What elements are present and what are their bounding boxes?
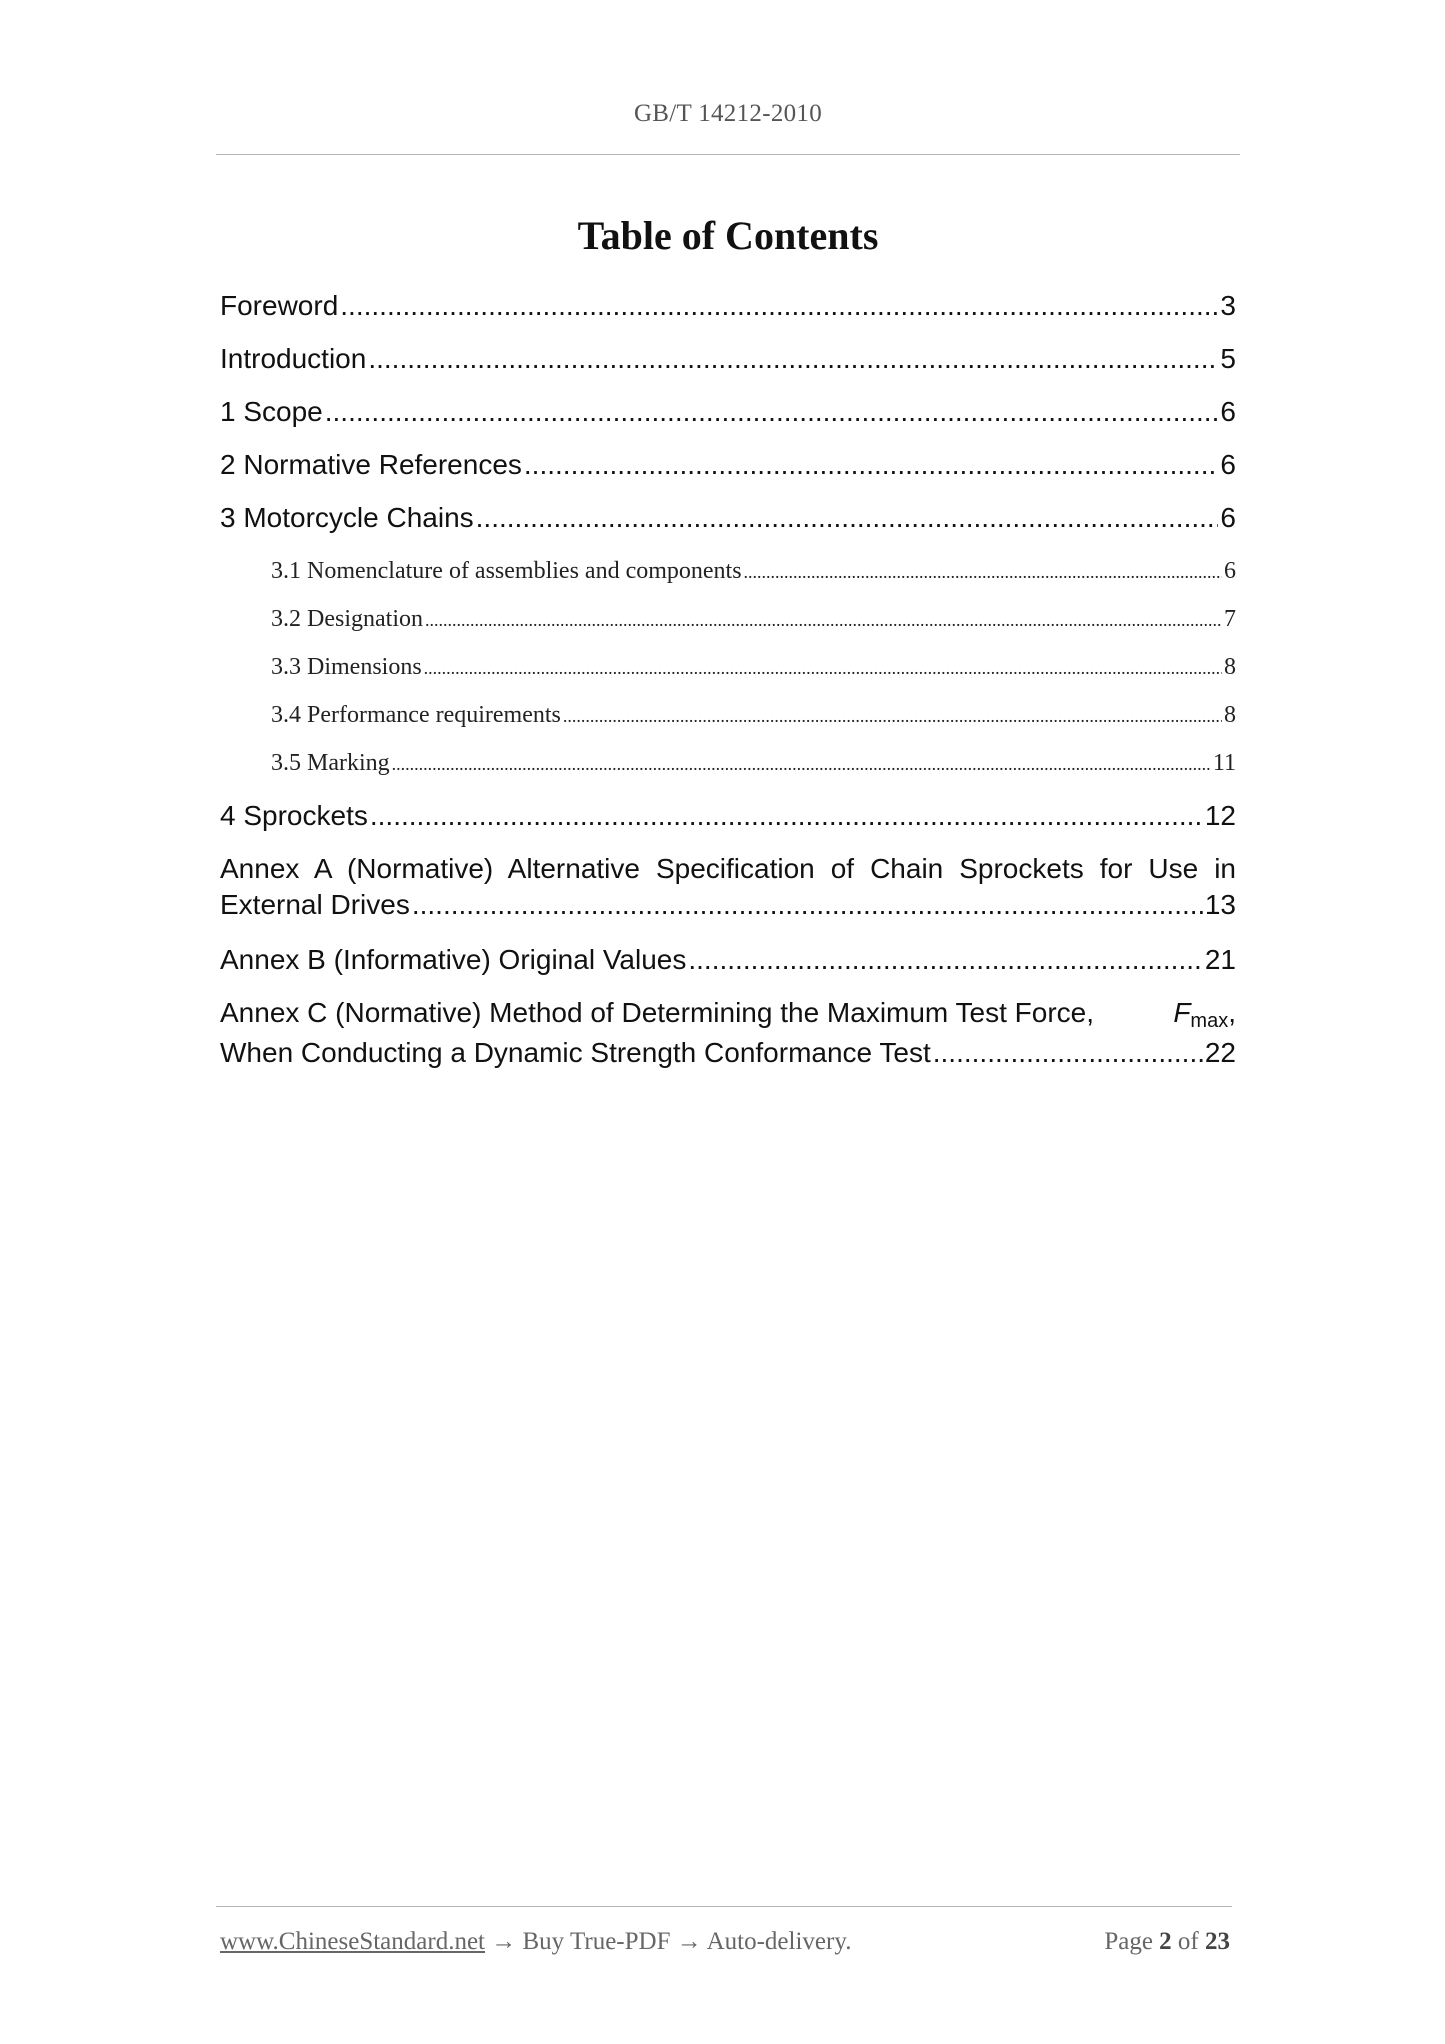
chinesestandard-link[interactable]: www.ChineseStandard.net [220,1928,485,1955]
toc-entry-nomenclature[interactable] [271,558,1236,585]
toc-entry-label: 1 Scope [220,396,323,427]
toc-entry-label: 3.3 Dimensions [271,654,422,680]
buy-true-pdf-text: Buy True-PDF [522,1928,671,1955]
toc-entry-page: 11 [1212,750,1236,776]
force-symbol: F [1173,997,1191,1028]
toc-entry-introduction[interactable] [220,343,1236,375]
toc-entry-page: 6 [1224,558,1236,584]
toc-entry-sprockets[interactable] [220,800,1236,832]
toc-entry-label-line2: When Conducting a Dynamic Strength Conformance Test [220,1037,931,1068]
dot-leader [424,658,1222,679]
dot-leader [476,502,1219,534]
toc-entry-page: 6 [1220,502,1236,533]
toc-entry-annex-c[interactable] [220,997,1236,1069]
toc-entry-label: 2 Normative References [220,449,522,480]
toc-entry-label-line2: External Drives [220,889,410,920]
auto-delivery-text: Auto-delivery. [706,1928,852,1955]
toc-entry-page: 3 [1220,290,1236,321]
dot-leader [425,610,1222,631]
arrow-right-icon: → [491,1928,517,1955]
toc-entry-page: 12 [1204,800,1236,831]
footer-divider [216,1906,1232,1907]
dot-leader [368,343,1218,375]
page-title: Table of Contents [577,213,879,258]
dot-leader [325,396,1219,428]
toc-entry-designation[interactable] [271,606,1236,633]
toc-entry-label: 4 Sprockets [220,800,368,831]
arrow-right-icon: → [676,1928,702,1955]
toc-entry-page: 7 [1224,606,1236,632]
toc-entry-label: Introduction [220,343,367,374]
toc-entry-label: 3.5 Marking [271,750,390,776]
dot-leader [933,1037,1203,1069]
dot-leader [524,449,1219,481]
toc-entry-annex-b[interactable] [220,944,1236,976]
toc-entry-label: 3.4 Performance requirements [271,702,561,728]
header-divider [216,154,1240,155]
of-word: of [1177,1928,1199,1955]
dot-leader [340,290,1218,322]
toc-entry-motorcycle-chains[interactable] [220,502,1236,534]
toc-entry-label: 3 Motorcycle Chains [220,502,474,533]
page-word: Page [1104,1928,1153,1955]
page-footer [220,1928,1230,1956]
fmax-symbol [1173,997,1236,1033]
dot-leader [688,944,1202,976]
toc-entry-label-line1: Annex C (Normative) Method of Determining the Maximum Test Force, [220,997,1095,1028]
toc-entry-page: 6 [1220,396,1236,427]
dot-leader [412,889,1203,921]
dot-leader [563,706,1222,727]
toc-entry-page: 8 [1224,654,1236,680]
dot-leader [370,800,1203,832]
toc-entry-page: 13 [1204,889,1236,920]
toc-entry-label: 3.2 Designation [271,606,423,632]
toc-entry-foreword[interactable] [220,290,1236,322]
toc-entry-performance-requirements[interactable] [271,702,1236,729]
toc-entry-label: 3.1 Nomenclature of assemblies and components [271,558,742,584]
page-total: 23 [1205,1928,1230,1955]
toc-entry-normative-references[interactable] [220,449,1236,481]
toc-entry-page: 21 [1204,944,1236,975]
toc-entry-scope[interactable] [220,396,1236,428]
comma: , [1228,997,1236,1028]
toc-entry-annex-a[interactable] [220,853,1236,921]
toc-entry-label-line1: Annex A (Normative) Alternative Specification of Chain Sprockets for Use in [220,853,1236,884]
toc-entry-page: 6 [1220,449,1236,480]
document-header-id: GB/T 14212-2010 [633,100,823,127]
footer-left [220,1928,851,1956]
page-current: 2 [1159,1928,1172,1955]
page-number [1104,1928,1230,1956]
toc-entry-marking[interactable] [271,750,1236,777]
dot-leader [744,562,1222,583]
toc-entry-page: 8 [1224,702,1236,728]
toc-entry-page: 5 [1220,343,1236,374]
dot-leader [392,754,1211,775]
toc-entry-label: Foreword [220,290,339,321]
toc-entry-label: Annex B (Informative) Original Values [220,944,687,975]
toc-entry-page: 22 [1204,1037,1236,1068]
force-subscript: max [1190,1010,1229,1032]
toc-entry-dimensions[interactable] [271,654,1236,681]
